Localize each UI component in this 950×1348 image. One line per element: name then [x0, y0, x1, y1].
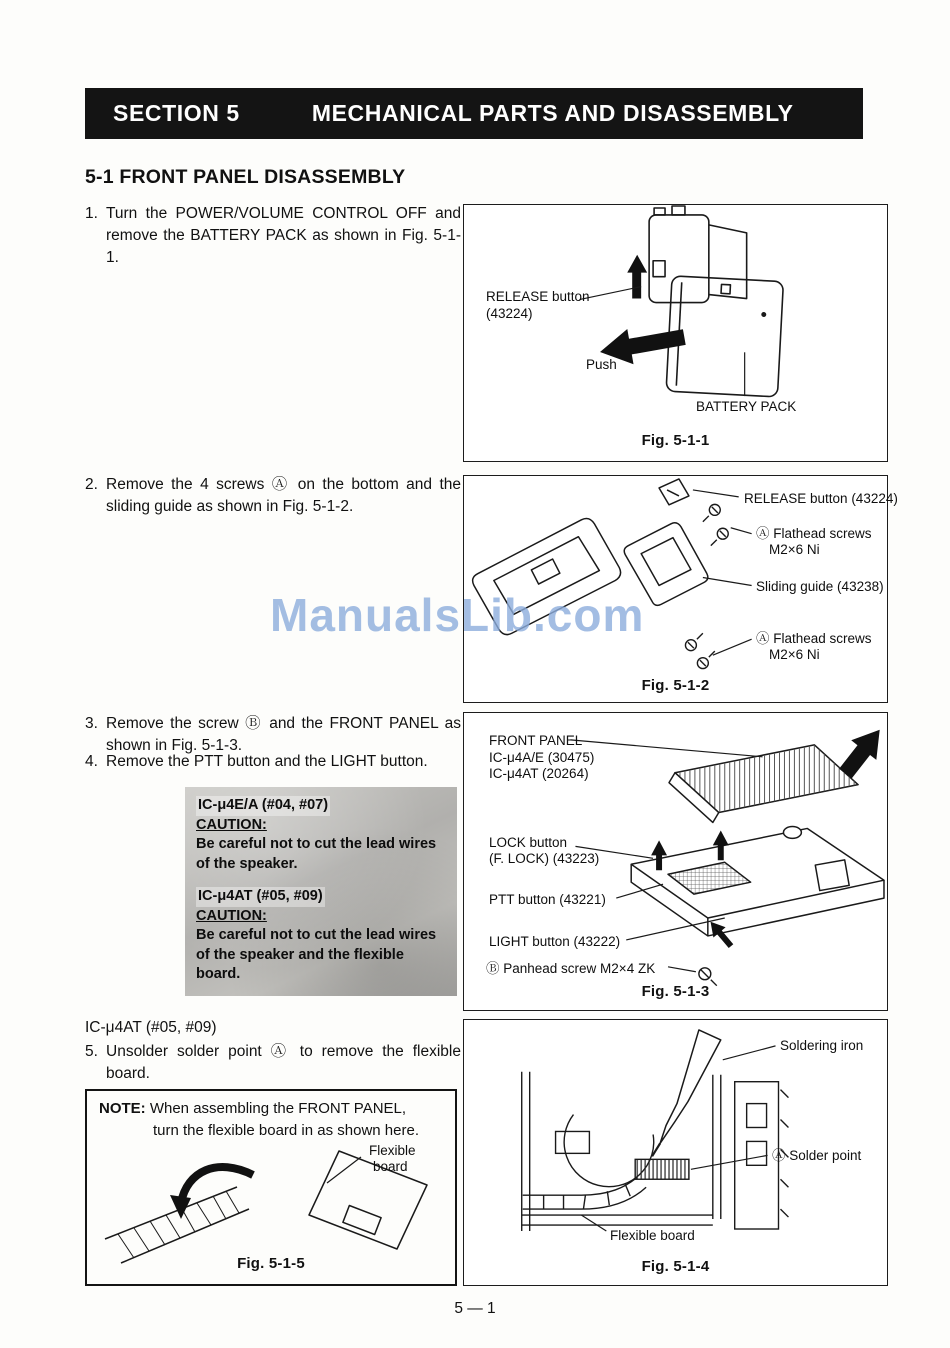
- fig5-caption: Fig. 5-1-5: [237, 1255, 305, 1272]
- figure-5-1-4: [463, 1019, 888, 1286]
- step-4-text: Remove the PTT button and the LIGHT button.: [106, 753, 428, 770]
- fig4-caption: Fig. 5-1-4: [641, 1258, 710, 1275]
- up-arrow: [627, 255, 647, 299]
- step-4: [85, 751, 461, 773]
- figure-5-1-2: [463, 475, 898, 703]
- fig2-flathead-screws-bottom-label: Ⓐ Flathead screws: [756, 631, 872, 646]
- radio-bottom-view: [473, 479, 708, 635]
- fig3-ptt-button-label: PTT button (43221): [489, 892, 606, 907]
- fig2-caption: Fig. 5-1-2: [641, 677, 710, 694]
- note-box: [85, 1089, 457, 1286]
- step-5-model-intro: IC-μ4AT (#05, #09): [85, 1019, 217, 1036]
- front-panel-part: [669, 745, 858, 823]
- fig5-flexible-board-label-2: board: [373, 1159, 408, 1174]
- fig4-soldering-iron-label: Soldering iron: [780, 1038, 864, 1053]
- step-2: [85, 474, 461, 518]
- fig1-push-label: Push: [586, 357, 617, 372]
- section-header-bar: [85, 88, 863, 139]
- fig3-caption: Fig. 5-1-3: [641, 983, 710, 1000]
- note-line1-text: When assembling the FRONT PANEL,: [149, 1100, 407, 1117]
- soldering-iron: [652, 1030, 721, 1156]
- fig1-caption: Fig. 5-1-1: [641, 432, 710, 449]
- step-5: [85, 1041, 461, 1085]
- step-5-text: Unsolder solder point Ⓐ to remove the flexible board.: [106, 1043, 461, 1082]
- note-text-line2: turn the flexible board in as shown here.: [153, 1122, 419, 1139]
- fig1-drawing: [464, 205, 887, 462]
- fig2-release-button-label: RELEASE button (43224): [744, 491, 898, 506]
- step-2-number: 2.: [85, 476, 98, 493]
- fig3-lock-button-label: LOCK button: [489, 835, 568, 850]
- page-number: 5 — 1: [454, 1300, 496, 1317]
- radio-body: [649, 206, 747, 303]
- fig3-lock-button-number: (F. LOCK) (43223): [489, 851, 600, 866]
- caution-label-1: CAUTION:: [196, 816, 267, 833]
- step-1-number: 1.: [85, 205, 98, 222]
- caution-box: [185, 787, 457, 996]
- fig3-model-2-label: IC-μ4AT (20264): [489, 766, 589, 781]
- caution-text-1: Be careful not to cut the lead wires of the speaker.: [196, 836, 437, 872]
- sliding-guide: [624, 523, 708, 606]
- caution-label-2: CAUTION:: [196, 907, 267, 924]
- main-body-part: [631, 826, 884, 935]
- solder-connector: [635, 1159, 689, 1179]
- fig3-front-panel-label: FRONT PANEL: [489, 733, 583, 748]
- fig2-flathead-screws-top-label: Ⓐ Flathead screws: [756, 526, 872, 541]
- step-3-text: Remove the screw Ⓑ and the FRONT PANEL as shown in Fig. 5-1-3.: [106, 715, 461, 754]
- section-header-title: MECHANICAL PARTS AND DISASSEMBLY: [311, 100, 794, 126]
- fig2-flathead-screws-bottom-size: M2×6 Ni: [769, 647, 820, 662]
- fig4-solder-point-label: Ⓐ Solder point: [772, 1148, 862, 1163]
- page-title: 5-1 FRONT PANEL DISASSEMBLY: [85, 166, 406, 188]
- step-1: [85, 203, 461, 269]
- caution-text-2: Be careful not to cut the lead wires of the speaker and the flexible board.: [196, 927, 437, 982]
- fig3-panhead-screw-label: Ⓑ Panhead screw M2×4 ZK: [486, 961, 656, 976]
- fig1-battery-pack-label: BATTERY PACK: [696, 399, 797, 414]
- turn-arrow: [170, 1167, 253, 1219]
- fig4-flexible-board-label: Flexible board: [610, 1228, 695, 1243]
- section-number: SECTION 5: [113, 100, 240, 126]
- fig1-release-button-number: (43224): [486, 306, 533, 321]
- step-5-number: 5.: [85, 1043, 98, 1060]
- watermark: ManualsLib.com: [270, 589, 645, 641]
- step-2-text: Remove the 4 screws Ⓐ on the bottom and the sliding guide as shown in Fig. 5-1-2.: [106, 476, 461, 515]
- fig2-sliding-guide-label: Sliding guide (43238): [756, 579, 884, 594]
- step-3-number: 3.: [85, 715, 98, 732]
- caution-model-2: IC-μ4AT (#05, #09): [196, 887, 325, 907]
- fig1-release-button-label: RELEASE button: [486, 289, 590, 304]
- fig5-leader-line: [327, 1157, 361, 1183]
- release-button-part: [659, 479, 689, 505]
- fig2-flathead-screws-top-size: M2×6 Ni: [769, 542, 820, 557]
- note-text-line1: [99, 1100, 406, 1117]
- fig3-model-1-label: IC-μ4A/E (30475): [489, 750, 595, 765]
- fig4-leader-lines: [581, 1046, 775, 1231]
- figure-5-1-3: [463, 712, 888, 1011]
- fig3-light-button-label: LIGHT button (43222): [489, 934, 621, 949]
- step-1-text: Turn the POWER/VOLUME CONTROL OFF and remove the BATTERY PACK as shown in Fig. 5-1-1.: [106, 205, 461, 266]
- step-4-number: 4.: [85, 753, 98, 770]
- figure-5-1-1: [463, 204, 888, 462]
- caution-model-1: IC-μ4E/A (#04, #07): [196, 796, 330, 816]
- fig5-flexible-board-label: Flexible: [369, 1143, 416, 1158]
- note-label: NOTE:: [99, 1100, 146, 1117]
